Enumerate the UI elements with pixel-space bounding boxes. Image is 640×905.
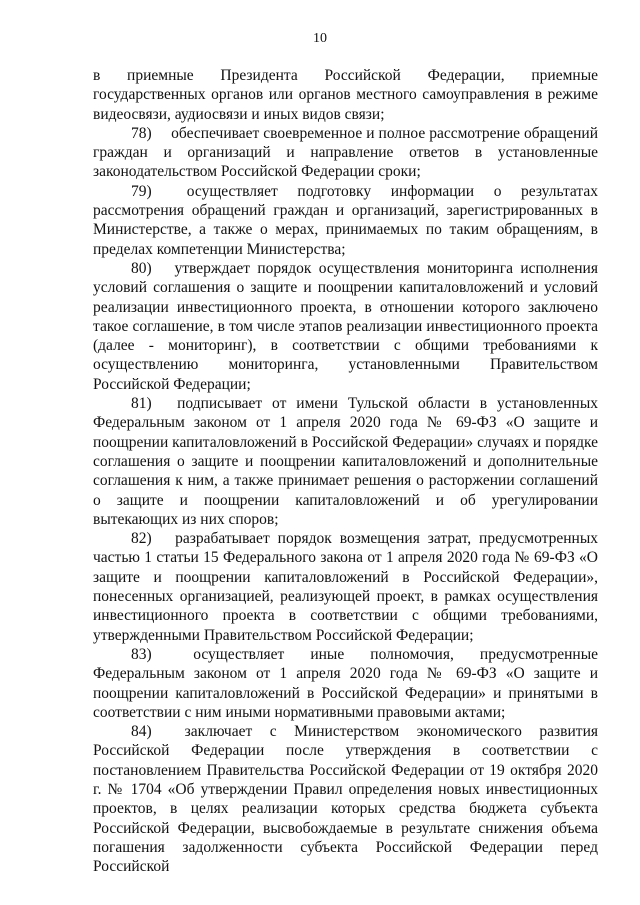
- list-item-79: 79) осуществляет подготовку информации о результатах рассмотрения обращений граждан и организаций, зарегистрированных в Министерстве, а также о мерах, принимаемых по таким обращениям, в пределах компетенции Министерства;: [93, 182, 598, 258]
- page-number: 10: [313, 31, 327, 46]
- document-body: [93, 66, 598, 876]
- list-item-82: 82) разрабатывает порядок возмещения затрат, предусмотренных частью 1 статьи 15 Федерального закона от 1 апреля 2020 года № 69-ФЗ «О защите и поощрении капиталовложений в Российской Федерации», понесенных организацией, реализующей проект, в рамках осуществления инвестиционного проекта в соответствии с общими требованиями, утвержденными Правительством Российской Федерации;: [93, 530, 598, 644]
- list-item-83: 83) осуществляет иные полномочия, предусмотренные Федеральным законом от 1 апреля 2020 года № 69-ФЗ «О защите и поощрении капиталовложений в Российской Федерации» и принятыми в соответствии с ним иными нормативными правовыми актами;: [93, 645, 598, 721]
- list-item-80: 80) утверждает порядок осуществления мониторинга исполнения условий соглашения о защите и поощрении капиталовложений и условий реализации инвестиционного проекта, в отношении которого заключено такое соглашение, в том числе этапов реализации инвестиционного проекта (далее - мониторинг), в соответствии с общими требованиями к осуществлению мониторинга, установленными Правительством Российской Федерации;: [93, 259, 598, 393]
- list-item-84: 84) заключает с Министерством экономического развития Российской Федерации после утверждения в соответствии с постановлением Правительства Российской Федерации от 19 октября 2020 г. № 1704 «Об утверждении Правил определения новых инвестиционных проектов, в целях реализации которых средства бюджета субъекта Российской Федерации, высвобождаемые в результате снижения объема погашения задолженности субъекта Российской Федерации перед Российской: [93, 723, 598, 876]
- list-item-81: 81) подписывает от имени Тульской области в установленных Федеральным законом от 1 апреля 2020 года № 69-ФЗ «О защите и поощрении капиталовложений в Российской Федерации» случаях и порядке соглашения о защите и поощрении капиталовложений и дополнительные соглашения к ним, а также принимает решения о расторжении соглашений о защите и поощрении капиталовложений и об урегулировании вытекающих из них споров;: [93, 395, 598, 528]
- paragraph-continuation: в приемные Президента Российской Федерации, приемные государственных органов или органов местного самоуправления в режиме видеосвязи, аудиосвязи и иных видов связи;: [93, 67, 598, 123]
- list-item-78: 78) обеспечивает своевременное и полное рассмотрение обращений граждан и организаций и направление ответов в установленные законодательством Российской Федерации сроки;: [93, 124, 598, 181]
